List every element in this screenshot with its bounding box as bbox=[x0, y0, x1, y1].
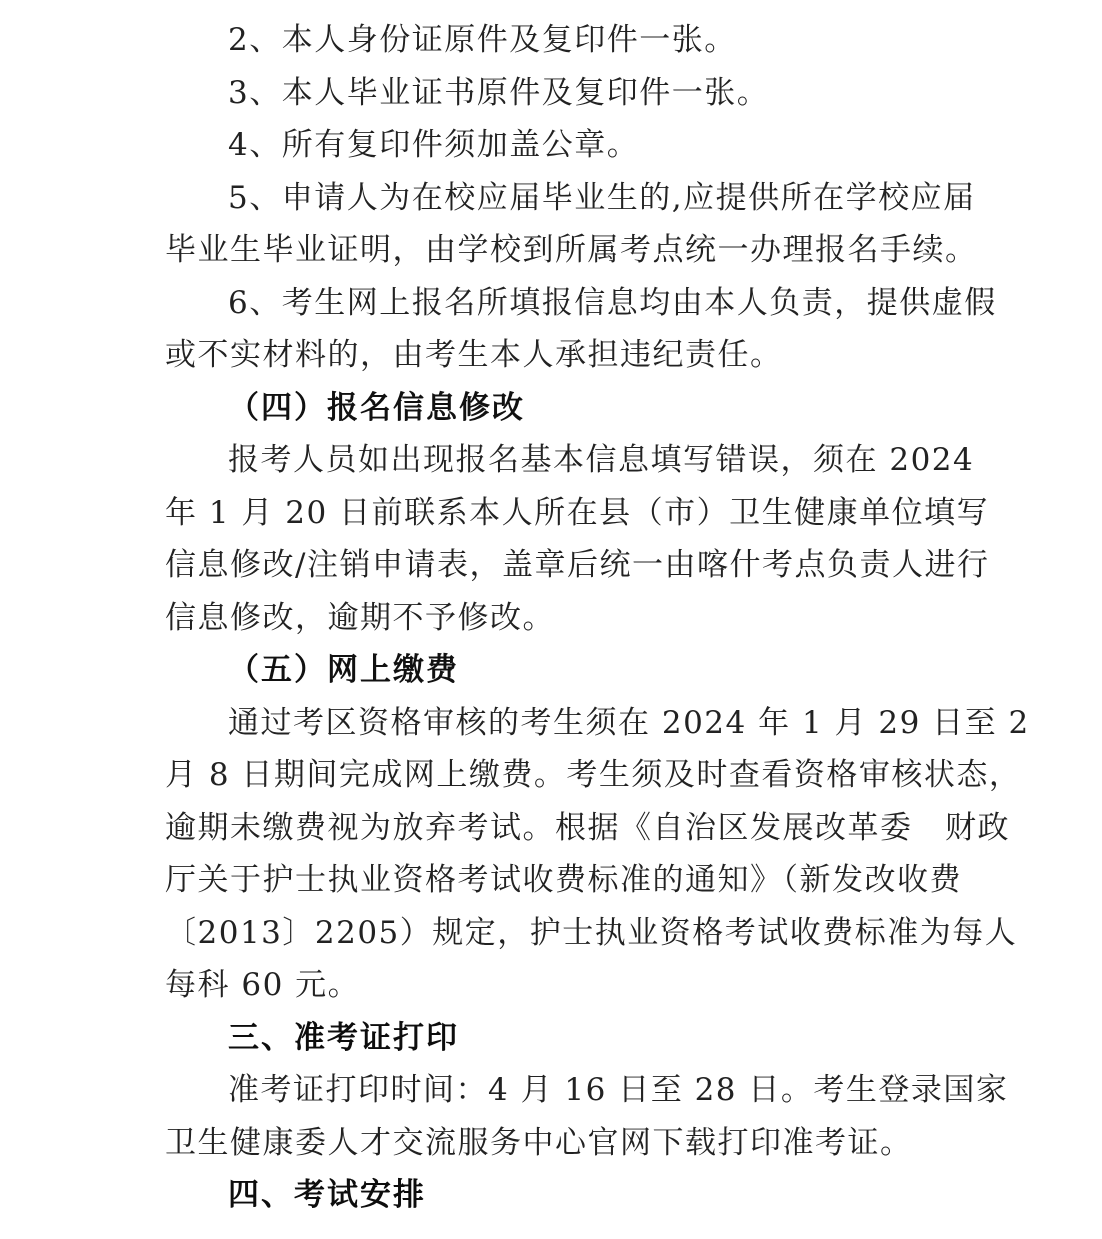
document-line: 或不实材料的，由考生本人承担违纪责任。 bbox=[165, 337, 783, 373]
section-heading: （五）网上缴费 bbox=[228, 652, 459, 688]
section-heading: 四、考试安排 bbox=[228, 1177, 426, 1213]
document-line: 信息修改，逾期不予修改。 bbox=[165, 599, 555, 636]
document-line: 4、所有复印件须加盖公章。 bbox=[228, 127, 640, 163]
document-line: 毕业生毕业证明，由学校到所属考点统一办理报名手续。 bbox=[165, 232, 978, 268]
document-line: 月 8 日期间完成网上缴费。考生须及时查看资格审核状态， bbox=[165, 757, 1022, 793]
document-line: 每科 60 元。 bbox=[165, 967, 361, 1003]
document-line: 3、本人毕业证书原件及复印件一张。 bbox=[228, 74, 770, 111]
document-line: 厅关于护士执业资格考试收费标准的通知》（新发改收费 bbox=[165, 862, 962, 898]
document-line: 6、考生网上报名所填报信息均由本人负责，提供虚假 bbox=[228, 284, 997, 321]
document-line: 5、申请人为在校应届毕业生的,应提供所在学校应届 bbox=[228, 179, 976, 216]
document-text-block bbox=[165, 14, 1030, 1222]
document-line: 2、本人身份证原件及复印件一张。 bbox=[228, 22, 737, 58]
document-line: 报考人员如出现报名基本信息填写错误，须在 2024 bbox=[228, 442, 975, 478]
document-line: 准考证打印时间：4 月 16 日至 28 日。考生登录国家 bbox=[228, 1072, 1009, 1108]
document-line: 〔2013〕2205）规定，护士执业资格考试收费标准为每人 bbox=[165, 914, 1018, 951]
document-line: 卫生健康委人才交流服务中心官网下载打印准考证。 bbox=[165, 1124, 913, 1161]
section-heading: （四）报名信息修改 bbox=[228, 389, 525, 426]
document-line: 通过考区资格审核的考生须在 2024 年 1 月 29 日至 2 bbox=[228, 704, 1030, 741]
document-line: 逾期未缴费视为放弃考试。根据《自治区发展改革委 财政 bbox=[165, 809, 1010, 846]
section-heading: 三、准考证打印 bbox=[228, 1019, 459, 1056]
document-line: 信息修改/注销申请表，盖章后统一由喀什考点负责人进行 bbox=[165, 547, 990, 583]
document-line: 年 1 月 20 日前联系本人所在县（市）卫生健康单位填写 bbox=[165, 494, 990, 531]
